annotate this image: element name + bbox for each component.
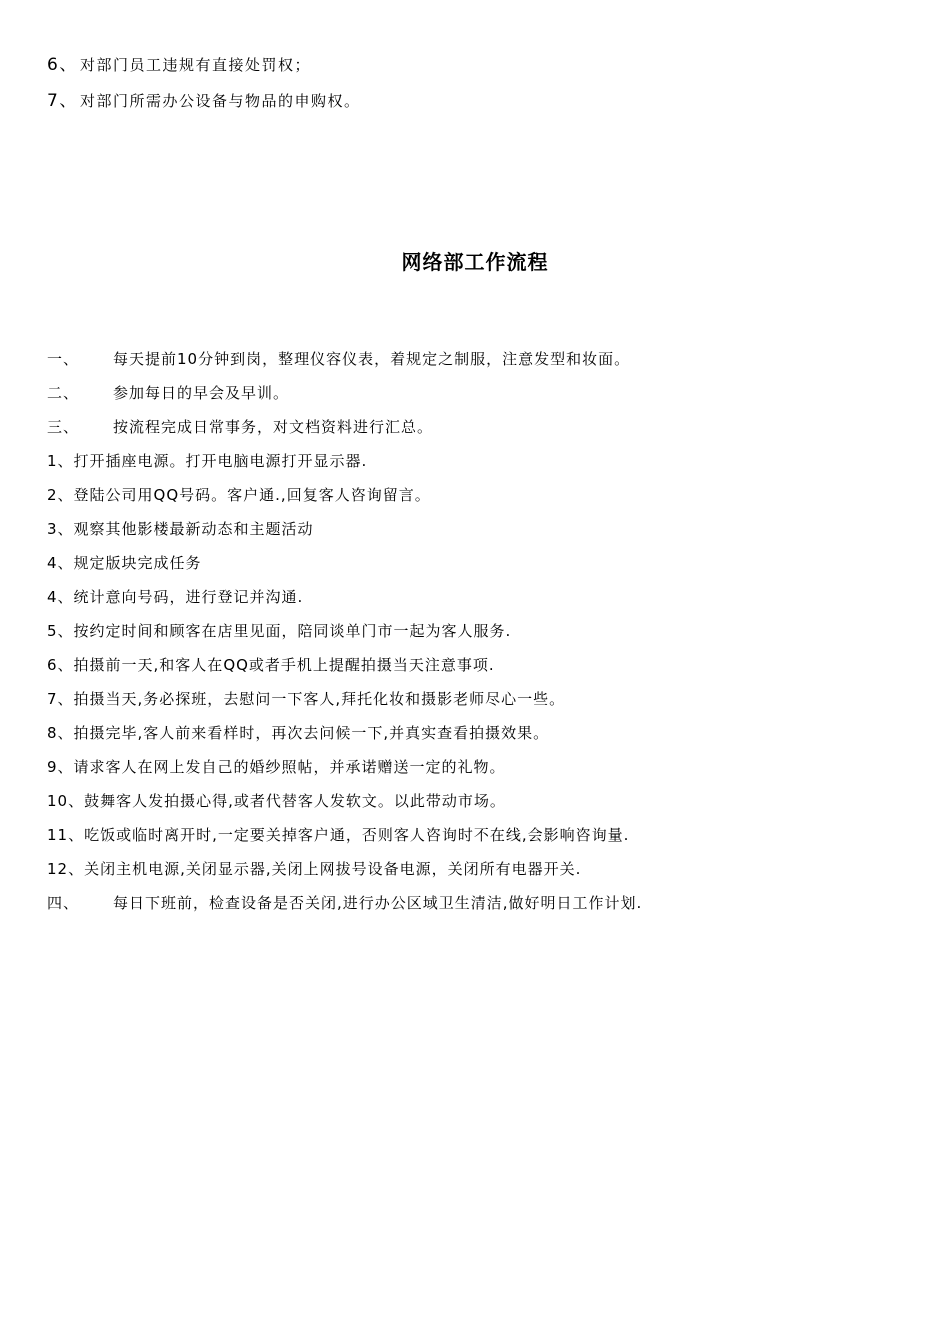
- section-marker: 一、: [47, 350, 80, 368]
- section-text: 按流程完成日常事务，对文档资料进行汇总。: [113, 418, 434, 436]
- list-item: [47, 50, 907, 86]
- section-item: [47, 348, 907, 382]
- step-item: 5、按约定时间和顾客在店里见面，陪同谈单门市一起为客人服务.: [47, 622, 512, 640]
- section-item: [47, 382, 907, 416]
- step-item: 4、规定版块完成任务: [47, 554, 202, 572]
- step-item: 7、拍摄当天,务必探班，去慰问一下客人,拜托化妆和摄影老师尽心一些。: [47, 690, 566, 708]
- section-text: 每天提前10分钟到岗，整理仪容仪表，着规定之制服，注意发型和妆面。: [113, 350, 631, 368]
- item-text: 对部门员工违规有直接处罚权；: [80, 56, 312, 74]
- section-marker: 四、: [47, 894, 80, 912]
- step-item: 1、打开插座电源。打开电脑电源打开显示器.: [47, 452, 368, 470]
- step-item: 12、关闭主机电源,关闭显示器,关闭上网拔号设备电源，关闭所有电器开关.: [47, 860, 582, 878]
- step-item: 2、登陆公司用QQ号码。客户通.,回复客人咨询留言。: [47, 486, 431, 504]
- section-text: 每日下班前，检查设备是否关闭,进行办公区域卫生清洁,做好明日工作计划.: [113, 894, 643, 912]
- list-item: [47, 86, 907, 122]
- step-item: 8、拍摄完毕,客人前来看样时，再次去问候一下,并真实查看拍摄效果。: [47, 724, 550, 742]
- step-item: 11、吃饭或临时离开时,一定要关掉客户通，否则客人咨询时不在线,会影响咨询量.: [47, 826, 630, 844]
- item-text: 对部门所需办公设备与物品的申购权。: [80, 92, 361, 110]
- responsibility-list: [47, 50, 907, 122]
- section-item: [47, 892, 907, 926]
- step-item: 10、鼓舞客人发拍摄心得,或者代替客人发软文。以此带动市场。: [47, 792, 506, 810]
- section-marker: 三、: [47, 418, 80, 436]
- item-number: 6、: [47, 55, 78, 75]
- step-item: 9、请求客人在网上发自己的婚纱照帖，并承诺赠送一定的礼物。: [47, 758, 506, 776]
- section-marker: 二、: [47, 384, 80, 402]
- step-item: 6、拍摄前一天,和客人在QQ或者手机上提醒拍摄当天注意事项.: [47, 656, 495, 674]
- section-item: [47, 416, 907, 450]
- page-title: 网络部工作流程: [401, 250, 549, 274]
- section-text: 参加每日的早会及早训。: [113, 384, 290, 402]
- step-item: 4、统计意向号码，进行登记并沟通.: [47, 588, 304, 606]
- step-item: 3、观察其他影楼最新动态和主题活动: [47, 520, 314, 538]
- item-number: 7、: [47, 91, 78, 111]
- workflow-content: [47, 348, 907, 926]
